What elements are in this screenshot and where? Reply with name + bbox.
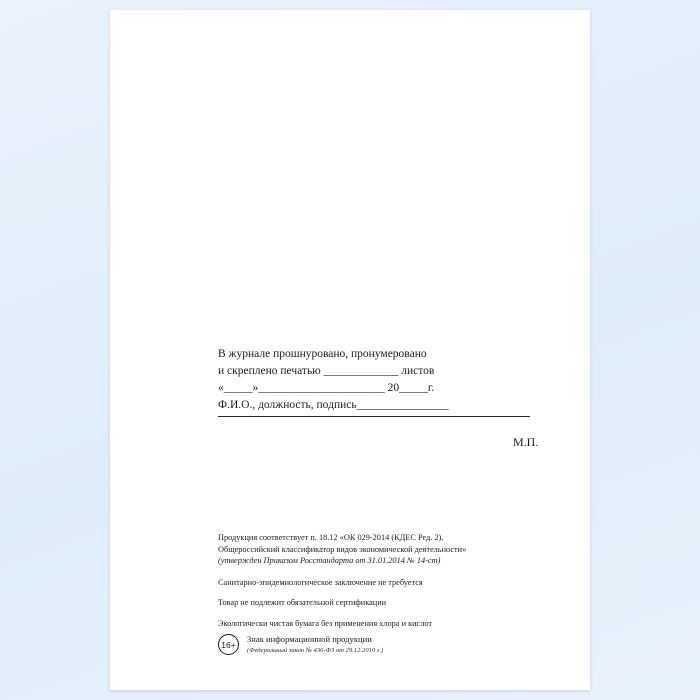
- certification-block: [218, 346, 548, 449]
- certification-line-3: «_____»______________________ 20_____г.: [218, 382, 435, 394]
- legal-okved-line-2: Общероссийский классификатор видов экономической деятельности»: [218, 544, 467, 554]
- age-mark-title: Знак информационной продукции: [247, 634, 372, 644]
- legal-okved-line-1: Продукция соответствует п. 18.12 «ОК 029-2014 (КДЕС Ред. 2).: [218, 533, 444, 542]
- legal-okved-line-3: (утвержден Приказом Росстандарта от 31.01.2014 № 14-ст): [218, 556, 441, 565]
- stamp-place-label: М.П.: [513, 435, 539, 449]
- legal-paragraph-okved: [218, 532, 558, 567]
- legal-paragraph-sanitary: Санитарно-эпидемиологическое заключение не требуется: [218, 577, 423, 587]
- signature-rule: [218, 416, 530, 417]
- certification-line-1: В журнале прошнуровано, пронумеровано: [218, 348, 427, 360]
- legal-paragraph-eco-paper: Экологически чистая бумага без применения хлора и кислот: [218, 618, 433, 628]
- certification-line-4: Ф.И.О., должность, подпись________________: [218, 399, 449, 411]
- age-mark-text: [247, 634, 383, 655]
- document-sheet: [110, 10, 590, 690]
- age-mark-row: [218, 634, 383, 655]
- document-sheet-content: [110, 10, 590, 690]
- legal-notices-block: [218, 532, 558, 629]
- legal-paragraph-certification: Товар не подлежит обязательной сертификации: [218, 598, 387, 607]
- age-mark-subtitle: (Федеральный закон № 436-ФЗ от 29.12.2010 г.): [247, 647, 384, 654]
- certification-line-2: и скреплено печатью _____________ листов: [218, 365, 435, 377]
- age-rating-icon: 16+: [218, 634, 239, 655]
